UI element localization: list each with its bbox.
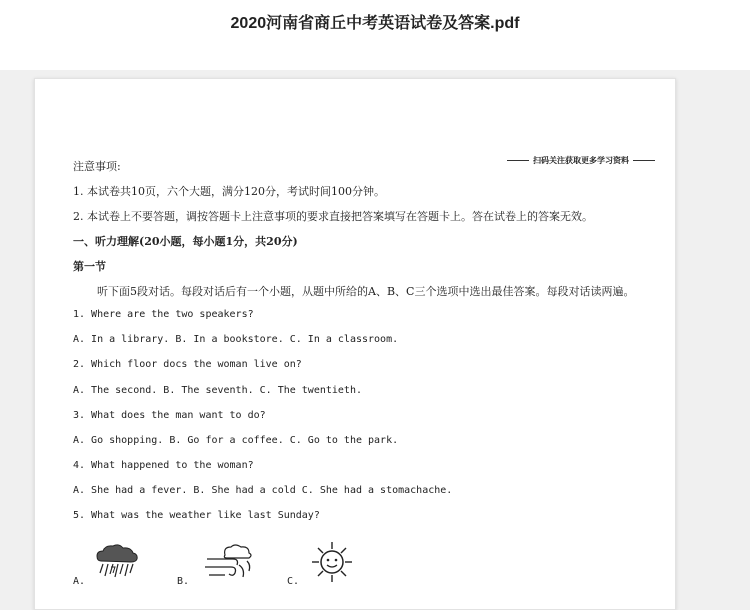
question-3: 3. What does the man want to do? <box>73 410 266 421</box>
viewer-header <box>0 0 750 70</box>
pdf-page <box>34 78 676 610</box>
options-2: A. The second. B. The seventh. C. The twentieth. <box>73 385 362 396</box>
wind-icon <box>203 543 257 583</box>
question-4: 4. What happened to the woman? <box>73 460 254 471</box>
part-instruction: 听下面5段对话。每段对话后有一个小题，从题中所给的A、B、C三个选项中选出最佳答案。每段对话读两遍。 <box>97 285 635 298</box>
picture-label-a: A. <box>73 576 86 587</box>
section-heading: 一、听力理解(20小题，每小题1分，共20分) <box>73 235 298 248</box>
scan-note <box>503 155 659 166</box>
document-title: 2020河南省商丘中考英语试卷及答案.pdf <box>230 15 520 32</box>
note-rule-right <box>633 160 655 161</box>
options-4: A. She had a fever. B. She had a cold C. She had a stomachache. <box>73 485 453 496</box>
options-1: A. In a library. B. In a bookstore. C. In a classroom. <box>73 334 399 345</box>
note-rule-left <box>507 160 529 161</box>
question-1: 1. Where are the two speakers? <box>73 309 254 320</box>
notice-item-2: 2. 本试卷上不要答题，调按答题卡上注意事项的要求直接把答案填写在答题卡上。答在试卷上的答案无效。 <box>73 210 593 223</box>
scan-note-text: 扫码关注获取更多学习资料 <box>533 156 629 165</box>
notice-item-1: 1. 本试卷共10页，六个大题，满分120分，考试时间100分钟。 <box>73 185 385 198</box>
question-2: 2. Which floor docs the woman live on? <box>73 359 302 370</box>
options-3: A. Go shopping. B. Go for a coffee. C. Go to the park. <box>73 435 399 446</box>
sun-icon <box>311 541 353 583</box>
picture-label-c: C. <box>287 576 300 587</box>
rain-cloud-icon <box>93 543 141 583</box>
notice-title: 注意事项: <box>73 160 121 173</box>
part-heading: 第一节 <box>73 260 106 273</box>
picture-label-b: B. <box>177 576 190 587</box>
question-5: 5. What was the weather like last Sunday? <box>73 510 320 521</box>
